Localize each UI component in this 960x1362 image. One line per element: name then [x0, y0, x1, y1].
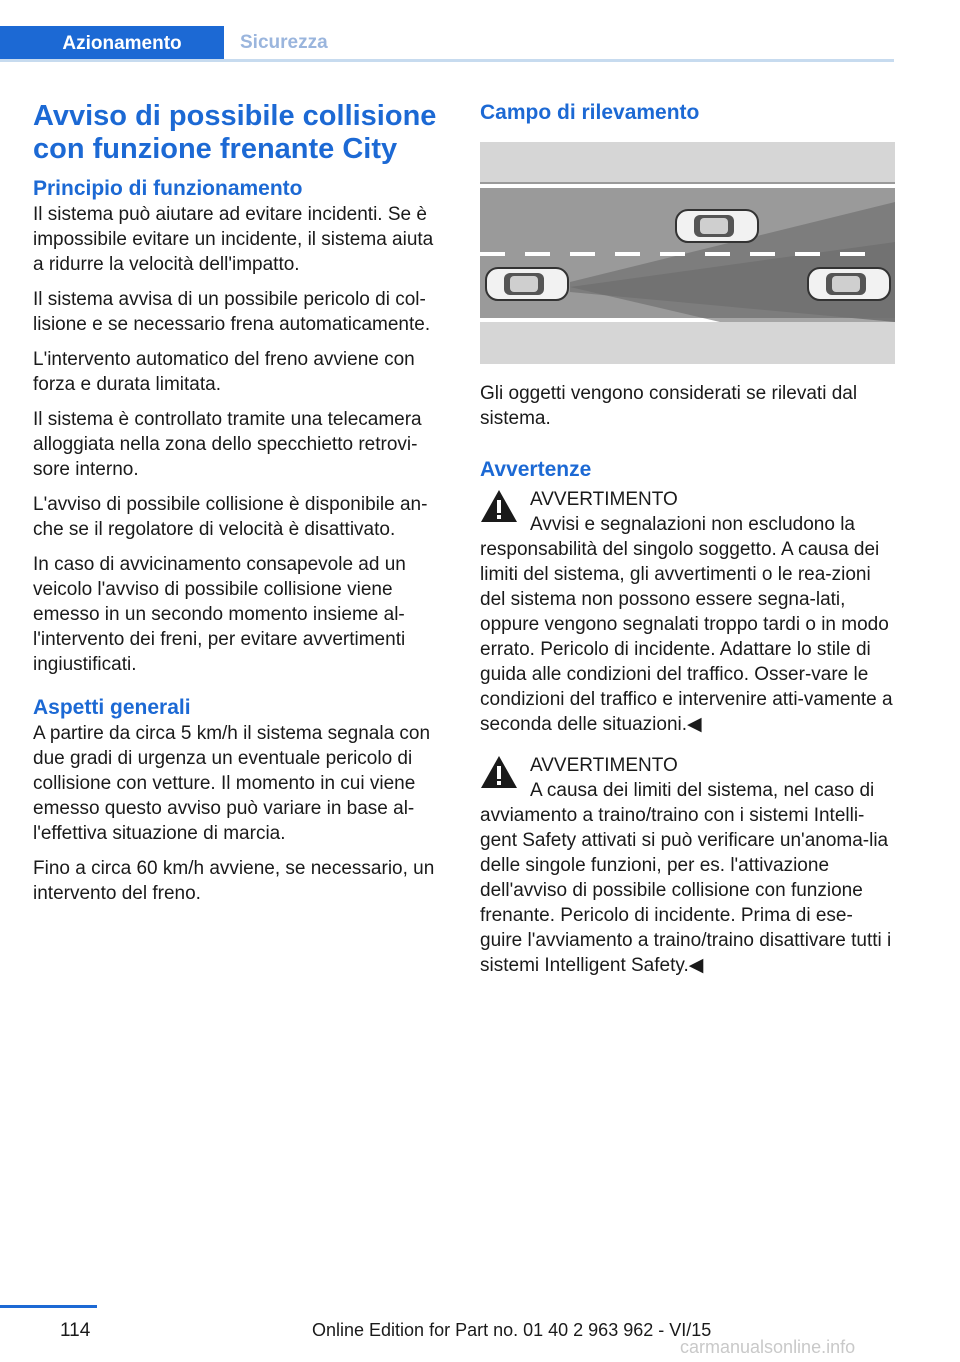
- warning-triangle-icon: [480, 755, 518, 789]
- paragraph: Il sistema avvisa di un possibile pericolo di col-lisione e se necessario frena automaticamente.: [33, 289, 431, 335]
- footer-rule: [0, 1305, 97, 1308]
- warning-title: AVVERTIMENTO: [530, 489, 678, 510]
- car-front-lane: [676, 210, 758, 242]
- section-heading-campo: Campo di rilevamento: [480, 101, 700, 124]
- page-title: Avviso di possibile collisione con funzione frenante City: [33, 100, 437, 165]
- section-heading-principio: Principio di funzionamento: [33, 177, 303, 200]
- paragraph: Il sistema può aiutare ad evitare incidenti. Se è impossibile evitare un incidente, il sistema aiuta a ridurre la velocità dell'impatto.: [33, 204, 434, 275]
- paragraph: Fino a circa 60 km/h avviene, se necessario, un intervento del freno.: [33, 858, 435, 904]
- car-ahead: [808, 268, 890, 300]
- paragraph: Il sistema è controllato tramite una telecamera alloggiata nella zona dello specchietto retrovi-sore interno.: [33, 409, 422, 480]
- figure-caption: Gli oggetti vengono considerati se rilevati dal sistema.: [480, 383, 858, 429]
- warning-text: Avvisi e segnalazioni non escludono la responsabilità del singolo soggetto. A causa dei limiti del sistema, gli avvertimenti o le rea-zioni del sistema non possono essere segna-lati, oppure vengono segnalati troppo tardi o in modo errato. Pericolo di incidente. Adattare lo stile di guida alle condizioni del traffico. Osser-vare le condizioni del traffico e intervenire atti-vamente a seconda delle situazioni.◀: [480, 514, 893, 735]
- edition-note: Online Edition for Part no. 01 40 2 963 962 - VI/15: [312, 1320, 712, 1340]
- left-column: [33, 100, 447, 906]
- page-number: 114: [60, 1320, 91, 1341]
- section-heading-avvertenze: Avvertenze: [480, 458, 592, 481]
- paragraph: In caso di avvicinamento consapevole ad un veicolo l'avviso di possibile collisione viene emesso in un secondo momento insieme al-l'intervento dei freni, per evitare avvertimenti ingiustificati.: [33, 554, 406, 675]
- right-column: [480, 100, 895, 978]
- warning-text: A causa dei limiti del sistema, nel caso di avviamento a traino/traino con i sistemi Intelli-gent Safety attivati si può verificare un'anoma-lia delle singole funzioni, per es. l'attivazione dell'avviso di possibile collisione con funzione frenante. Pericolo di incidente. Prima di ese-guire l'avviamento a traino/traino disattivare tutti i sistemi Intelligent Safety.◀: [480, 780, 892, 976]
- warning-block: [480, 753, 895, 978]
- header-tabs: [0, 26, 894, 62]
- warning-block: [480, 487, 895, 737]
- paragraph: L'avviso di possibile collisione è disponibile an-che se il regolatore di velocità è disattivato.: [33, 494, 428, 540]
- car-own: [486, 268, 568, 300]
- header-divider: [0, 59, 894, 62]
- tab-azionamento[interactable]: Azionamento: [0, 26, 224, 62]
- paragraph: A partire da circa 5 km/h il sistema segnala con due gradi di urgenza un eventuale pericolo di collisione con vetture. Il momento in cui viene emesso questo avviso può variare in base al-l'effettiva situazione di marcia.: [33, 723, 431, 844]
- warning-triangle-icon: [480, 489, 518, 523]
- detection-range-illustration: [480, 142, 895, 364]
- tab-sicurezza[interactable]: Sicurezza: [240, 31, 328, 53]
- section-heading-aspetti: Aspetti generali: [33, 696, 191, 719]
- paragraph: L'intervento automatico del freno avviene con forza e durata limitata.: [33, 349, 415, 395]
- warning-title: AVVERTIMENTO: [530, 755, 678, 776]
- watermark: carmanualsonline.info: [680, 1337, 856, 1357]
